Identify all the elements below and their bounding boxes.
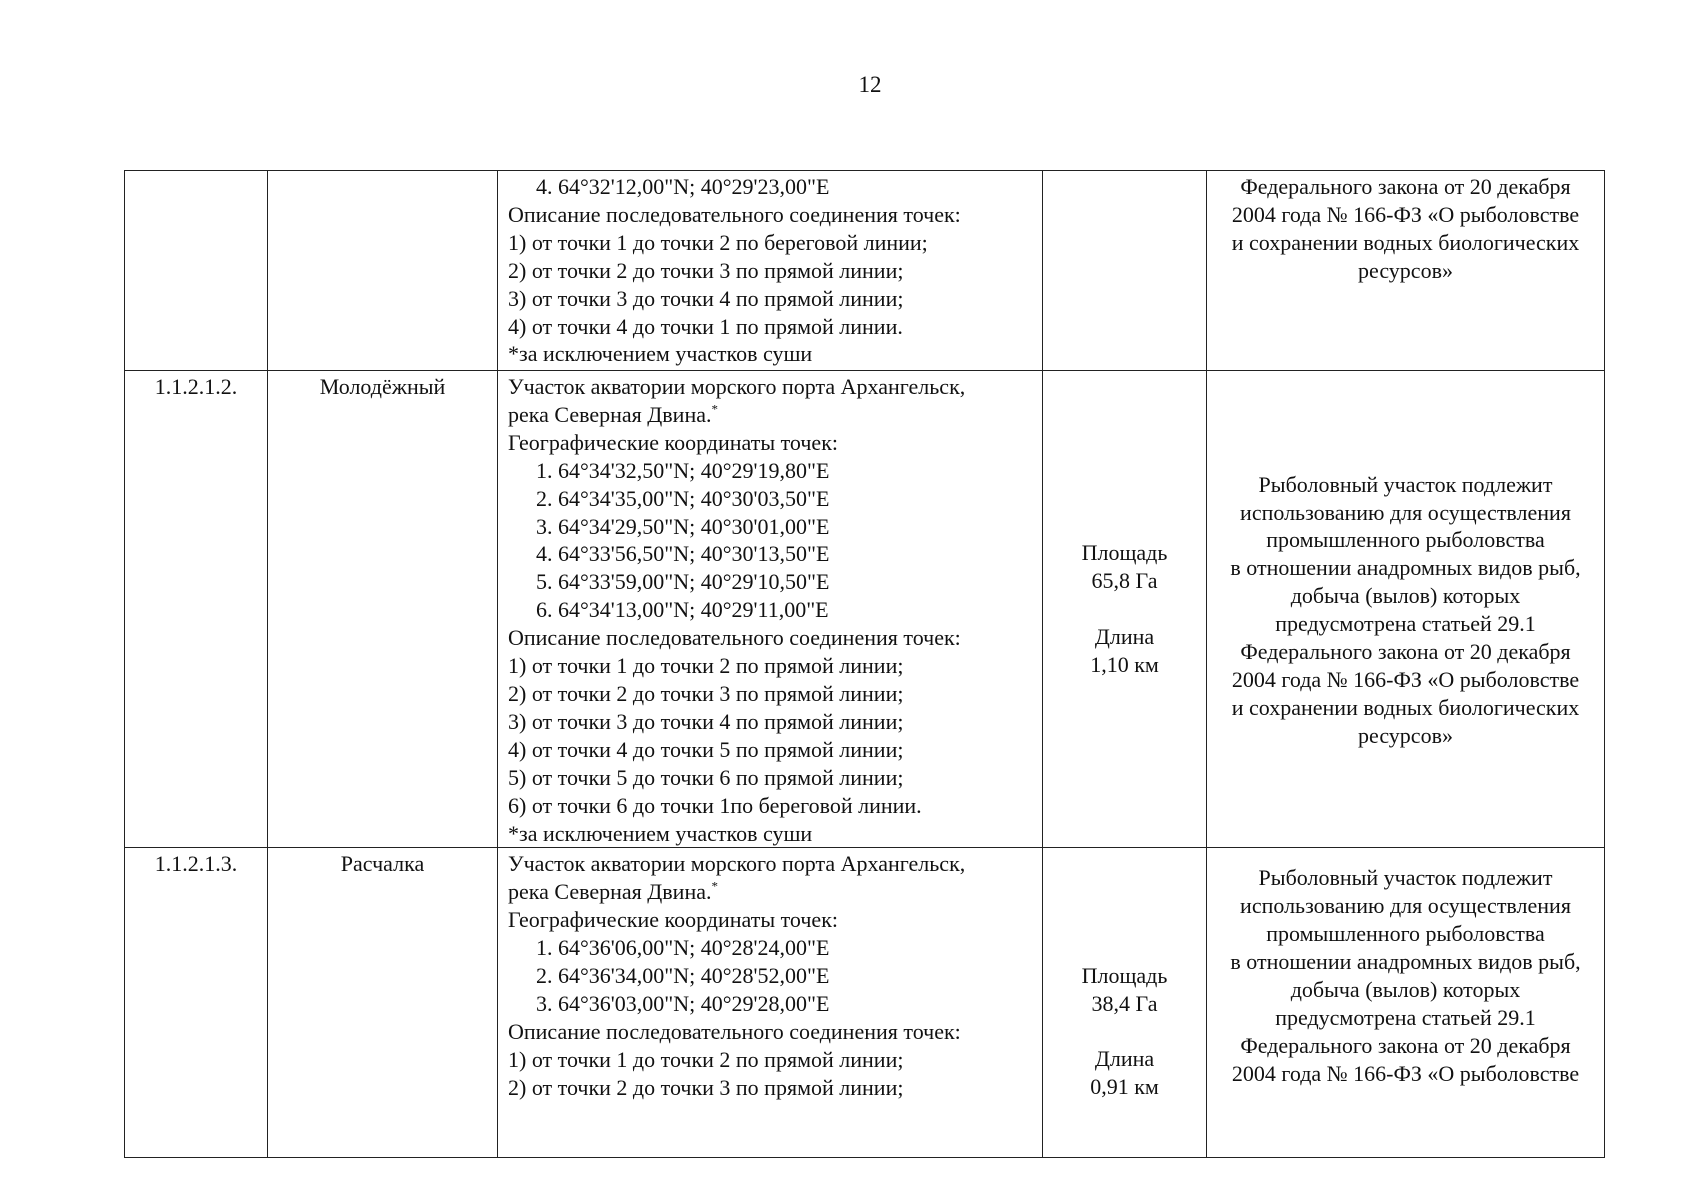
coordinate-line: 3. 64°34'29,50"N; 40°30'01,00"E xyxy=(536,513,830,539)
length-value: 0,91 км xyxy=(1090,1074,1159,1100)
area-description xyxy=(498,848,1043,1158)
description-line: 2) от точки 2 до точки 3 по прямой линии; xyxy=(508,1074,904,1100)
area-note xyxy=(1207,371,1605,848)
coordinate-line: 4. 64°33'56,50"N; 40°30'13,50"E xyxy=(536,541,830,567)
area-note xyxy=(1207,171,1605,371)
note-line: 2004 года № 166-ФЗ «О рыболовстве xyxy=(1231,1060,1580,1086)
length-value: 1,10 км xyxy=(1090,652,1159,678)
footnote-mark: * xyxy=(711,878,718,894)
table-row xyxy=(125,371,1605,848)
area-description xyxy=(498,371,1043,848)
description-line: Описание последовательного соединения точек: xyxy=(508,625,961,651)
description-line: 4) от точки 4 до точки 1 по прямой линии. xyxy=(508,313,903,339)
length-label: Длина xyxy=(1094,624,1155,650)
description-line xyxy=(508,401,1036,429)
description-line: 2) от точки 2 до точки 3 по прямой линии; xyxy=(508,680,904,706)
note-line: промышленного рыболовства xyxy=(1266,921,1545,947)
area-name: Молодёжный xyxy=(268,371,498,848)
note-line: ресурсов» xyxy=(1358,257,1453,283)
area-label: Площадь xyxy=(1081,540,1168,566)
coordinate-line: 1. 64°34'32,50"N; 40°29'19,80"E xyxy=(536,457,830,483)
note-line: 2004 года № 166-ФЗ «О рыболовстве xyxy=(1231,667,1580,693)
note-line: ресурсов» xyxy=(1358,722,1453,748)
table-row xyxy=(125,848,1605,1158)
note-line: в отношении анадромных видов рыб, xyxy=(1230,949,1581,975)
description-line: 6) от точки 6 до точки 1по береговой линии. xyxy=(508,792,922,818)
coordinate-line: 1. 64°36'06,00"N; 40°28'24,00"E xyxy=(536,935,830,961)
note-line: добыча (вылов) которых xyxy=(1290,583,1521,609)
note-line: Рыболовный участок подлежит xyxy=(1258,471,1553,497)
note-line: использованию для осуществления xyxy=(1240,893,1571,919)
description-line: *за исключением участков суши xyxy=(508,820,813,846)
footnote-mark: * xyxy=(711,401,718,417)
coordinate-line: 4. 64°32'12,00"N; 40°29'23,00"E xyxy=(536,174,830,199)
description-line: 1) от точки 1 до точки 2 по прямой линии; xyxy=(508,1046,904,1072)
description-line: 3) от точки 3 до точки 4 по прямой линии; xyxy=(508,285,904,311)
river-name: река Северная Двина. xyxy=(508,879,712,905)
spacer xyxy=(1043,1017,1206,1045)
note-line: добыча (вылов) которых xyxy=(1290,977,1521,1003)
description-line: 1) от точки 1 до точки 2 по прямой линии; xyxy=(508,653,904,679)
note-line: Федерального закона от 20 декабря xyxy=(1240,174,1571,199)
area-name xyxy=(268,171,498,371)
description-line: 5) от точки 5 до точки 6 по прямой линии; xyxy=(508,764,904,790)
description-line: 2) от точки 2 до точки 3 по прямой линии; xyxy=(508,257,904,283)
note-line: использованию для осуществления xyxy=(1240,499,1571,525)
description-line xyxy=(508,878,1036,906)
description-line: 4) от точки 4 до точки 5 по прямой линии; xyxy=(508,736,904,762)
area-label: Площадь xyxy=(1081,962,1168,988)
description-line: 1) от точки 1 до точки 2 по береговой линии; xyxy=(508,229,928,255)
note-line: Федерального закона от 20 декабря xyxy=(1240,1032,1571,1058)
spacer xyxy=(1043,595,1206,623)
note-line: в отношении анадромных видов рыб, xyxy=(1230,555,1581,581)
row-number: 1.1.2.1.3. xyxy=(125,848,268,1158)
note-line: промышленного рыболовства xyxy=(1266,527,1545,553)
length-label: Длина xyxy=(1094,1046,1155,1072)
area-value: 38,4 Га xyxy=(1091,990,1158,1016)
note-line: и сохранении водных биологических xyxy=(1231,229,1580,255)
note-line: Федерального закона от 20 декабря xyxy=(1240,639,1571,665)
description-line: Описание последовательного соединения точек: xyxy=(508,201,961,227)
area-description xyxy=(498,171,1043,371)
coords-title: Географические координаты точек: xyxy=(508,907,838,933)
row-number: 1.1.2.1.2. xyxy=(125,371,268,848)
description-line: Участок акватории морского порта Архангельск, xyxy=(508,374,966,399)
coordinate-line: 2. 64°34'35,00"N; 40°30'03,50"E xyxy=(536,485,830,511)
coords-title: Географические координаты точек: xyxy=(508,429,838,455)
coordinate-line: 2. 64°36'34,00"N; 40°28'52,00"E xyxy=(536,963,830,989)
coordinate-line: 6. 64°34'13,00"N; 40°29'11,00"E xyxy=(536,597,829,623)
note-line: предусмотрена статьей 29.1 xyxy=(1275,1004,1536,1030)
note-line: предусмотрена статьей 29.1 xyxy=(1275,611,1536,637)
note-line: Рыболовный участок подлежит xyxy=(1258,865,1553,891)
coordinate-line: 3. 64°36'03,00"N; 40°29'28,00"E xyxy=(536,990,830,1016)
note-line: и сохранении водных биологических xyxy=(1231,694,1580,720)
description-line: Участок акватории морского порта Архангельск, xyxy=(508,851,966,877)
description-line: *за исключением участков суши xyxy=(508,341,813,367)
area-size xyxy=(1043,171,1207,371)
area-note xyxy=(1207,848,1605,1158)
page-number: 12 xyxy=(858,72,882,97)
fishing-areas-table xyxy=(124,170,1605,1158)
description-line: 3) от точки 3 до точки 4 по прямой линии; xyxy=(508,708,904,734)
description-line: Описание последовательного соединения точек: xyxy=(508,1018,961,1044)
table-row xyxy=(125,171,1605,371)
row-number xyxy=(125,171,268,371)
area-name: Расчалка xyxy=(268,848,498,1158)
note-line: 2004 года № 166-ФЗ «О рыболовстве xyxy=(1231,201,1580,227)
area-size xyxy=(1043,848,1207,1158)
coordinate-line: 5. 64°33'59,00"N; 40°29'10,50"E xyxy=(536,569,830,595)
river-name: река Северная Двина. xyxy=(508,401,712,427)
area-value: 65,8 Га xyxy=(1091,568,1158,594)
area-size xyxy=(1043,371,1207,848)
